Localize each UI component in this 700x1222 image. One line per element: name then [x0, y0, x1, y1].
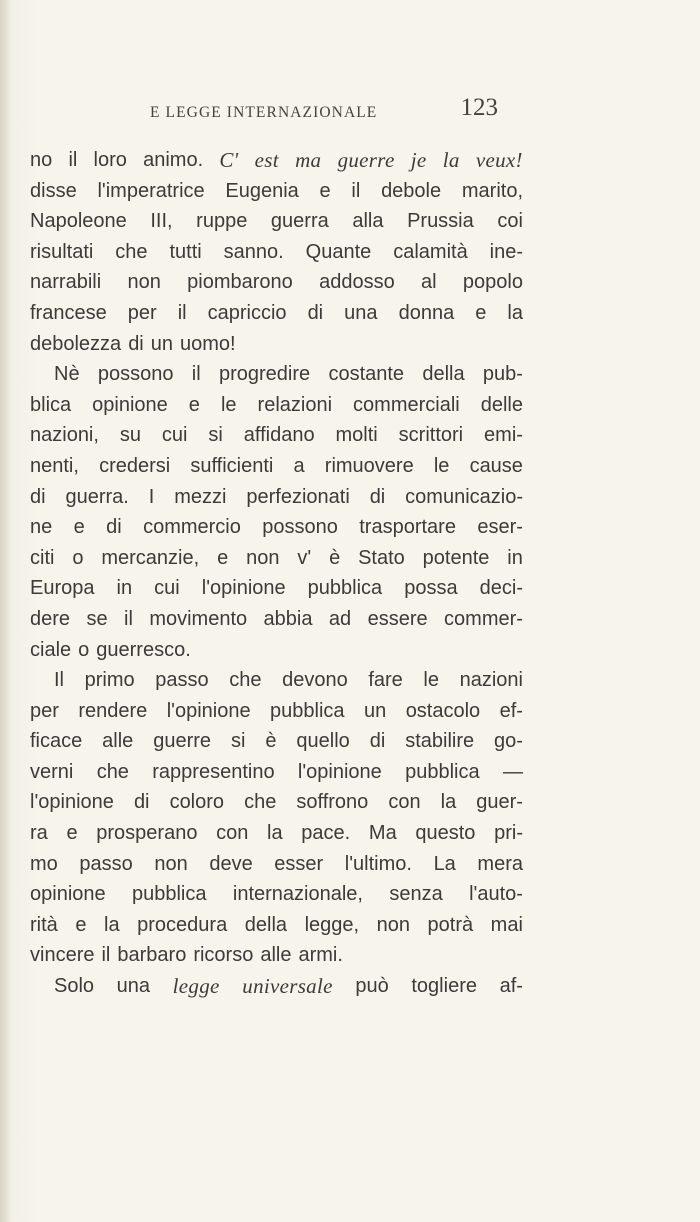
word: pub-	[482, 363, 523, 386]
word: che	[244, 791, 277, 814]
word: il	[351, 179, 361, 202]
word: costante	[328, 363, 405, 386]
word: cause	[469, 454, 523, 477]
word: progredire	[218, 363, 311, 386]
word: di	[30, 485, 46, 508]
word: la	[267, 822, 283, 845]
text-line	[30, 512, 523, 543]
word: I	[148, 485, 155, 508]
text-line	[30, 390, 523, 421]
word: scrittori	[398, 424, 464, 447]
word: in	[116, 577, 133, 600]
word: ad	[328, 607, 352, 630]
text-line	[30, 879, 523, 910]
word: tutti	[169, 240, 202, 263]
word: ostacolo	[405, 699, 481, 722]
word: mera	[477, 852, 523, 875]
italic-word: est	[254, 148, 279, 172]
word: blica	[30, 393, 72, 416]
text-line	[30, 206, 523, 237]
word: go-	[494, 730, 523, 753]
word: le	[220, 393, 237, 416]
word: possono	[262, 516, 338, 539]
text-line	[30, 451, 523, 482]
word: affidano	[243, 424, 315, 447]
word: mo	[30, 852, 58, 875]
word: un	[364, 699, 387, 722]
page-gutter-shadow	[0, 0, 10, 1222]
word: La	[433, 852, 456, 875]
word: commer-	[444, 607, 523, 630]
running-title: E LEGGE INTERNAZIONALE	[150, 104, 378, 121]
word: non	[246, 546, 280, 569]
italic-word: universale	[242, 974, 333, 999]
text-line	[30, 910, 523, 941]
word: e	[188, 393, 200, 416]
word: non	[376, 913, 410, 936]
italic-word: la	[442, 148, 460, 172]
word: di	[128, 332, 144, 355]
word: ine-	[489, 240, 523, 263]
word: di	[369, 485, 386, 508]
text-line	[30, 849, 523, 880]
word: francese	[30, 301, 107, 324]
word: Europa	[30, 577, 95, 600]
word: nazioni	[459, 669, 523, 692]
word: essere	[367, 607, 428, 630]
word: vincere	[30, 944, 95, 967]
word: l'opinione	[201, 577, 286, 600]
word: risultati	[30, 240, 94, 263]
word: marito,	[461, 179, 523, 202]
word: comunicazio-	[405, 485, 523, 508]
word: e	[217, 546, 229, 569]
text-line	[30, 604, 523, 635]
word: e	[319, 179, 331, 202]
word: rappresentino	[152, 760, 275, 783]
word: opinione	[92, 393, 168, 416]
word: della	[244, 913, 288, 936]
word: possono	[97, 363, 174, 386]
text-line	[30, 573, 523, 604]
word: barbaro	[117, 944, 187, 967]
word: v'	[297, 546, 312, 569]
word: pubblica	[132, 883, 207, 906]
word: guer-	[476, 791, 523, 814]
word: citi	[30, 546, 55, 569]
word: e	[66, 822, 78, 845]
word: il	[101, 944, 111, 967]
text-line	[30, 543, 523, 574]
word: l'imperatrice	[97, 179, 205, 202]
word: e	[75, 913, 87, 936]
word: debole	[381, 179, 442, 202]
word: Ma	[368, 822, 397, 845]
word: per	[127, 301, 157, 324]
italic-word: C'	[219, 148, 239, 172]
word: Il	[54, 669, 64, 692]
word: commerciali	[353, 393, 460, 416]
word: piombarono	[187, 271, 293, 294]
word: senza	[389, 883, 443, 906]
word: della	[422, 363, 465, 386]
text-line	[30, 757, 523, 788]
text-line	[30, 482, 523, 513]
word: che	[229, 669, 262, 692]
word: credersi	[99, 454, 171, 477]
word: al	[421, 271, 437, 294]
word: trasportare	[359, 516, 456, 539]
word: rendere	[78, 699, 148, 722]
word: il	[68, 149, 78, 171]
word: un	[150, 332, 174, 355]
word: l'auto-	[469, 883, 523, 906]
italic-word: veux!	[475, 148, 523, 172]
word: la	[104, 913, 120, 936]
word: guerra.	[65, 485, 129, 508]
word: con	[216, 822, 249, 845]
word: le	[423, 669, 439, 692]
word: guerre	[153, 730, 212, 753]
word: rimuovere	[324, 454, 414, 477]
word: cui	[161, 424, 188, 447]
text-line	[30, 359, 523, 390]
word: Nè	[54, 363, 80, 386]
italic-word: legge	[172, 974, 220, 999]
word: mezzi	[174, 485, 227, 508]
word: stabilire	[405, 730, 475, 753]
word: Eugenia	[225, 179, 299, 202]
word: delle	[480, 393, 523, 416]
word: relazioni	[257, 393, 333, 416]
word: l'opinione	[166, 699, 251, 722]
word: non	[127, 271, 161, 294]
word: cui	[154, 577, 180, 600]
word: —	[502, 760, 523, 783]
word: animo.	[143, 149, 204, 171]
italic-word: ma	[295, 148, 322, 172]
word: pubblica	[307, 577, 383, 600]
word: no	[30, 149, 53, 171]
word: rità	[30, 913, 58, 936]
word: ef-	[499, 699, 523, 722]
text-line	[30, 696, 523, 727]
text-line	[30, 237, 523, 268]
word: alle	[102, 730, 134, 753]
word: sanno.	[223, 240, 284, 263]
word: uomo!	[180, 332, 236, 355]
word: di	[307, 301, 324, 324]
word: deve	[209, 852, 253, 875]
text-line	[30, 145, 523, 176]
running-head	[150, 94, 500, 126]
word: la	[440, 791, 457, 814]
word: la	[507, 301, 523, 324]
italic-word: je	[410, 148, 427, 172]
word: armi.	[298, 944, 343, 967]
word: per	[30, 699, 59, 722]
word: coi	[497, 210, 523, 233]
word: esser	[274, 852, 324, 875]
text-line	[30, 420, 523, 451]
word: potente	[422, 546, 490, 569]
word: con	[388, 791, 421, 814]
word: eser-	[477, 516, 523, 539]
word: fare	[368, 669, 403, 692]
word: calamità	[393, 240, 468, 263]
page-number: 123	[460, 94, 498, 121]
text-line	[30, 940, 523, 971]
word: loro	[93, 149, 127, 171]
word: o	[78, 638, 90, 661]
word: popolo	[462, 271, 523, 294]
word: commercio	[143, 516, 241, 539]
word: guerresco.	[96, 638, 191, 661]
word: potrà	[427, 913, 474, 936]
word: pri-	[494, 822, 523, 845]
word: una	[344, 301, 378, 324]
word: abbia	[263, 607, 313, 630]
word: e	[73, 516, 85, 539]
word: donna	[398, 301, 455, 324]
word: togliere	[411, 975, 477, 998]
word: narrabili	[30, 271, 102, 294]
word: disse	[30, 179, 77, 202]
word: af-	[499, 975, 523, 998]
word: Prussia	[407, 210, 474, 233]
word: è	[329, 546, 341, 569]
word: l'opinione	[297, 760, 382, 783]
word: passo	[79, 852, 133, 875]
text-line	[30, 665, 523, 696]
word: o	[72, 546, 84, 569]
word: quello	[296, 730, 350, 753]
word: ra	[30, 822, 48, 845]
word: non	[154, 852, 188, 875]
text-line	[30, 267, 523, 298]
word: deci-	[479, 577, 523, 600]
word: movimento	[149, 607, 248, 630]
word: le	[433, 454, 450, 477]
word: ne	[30, 516, 53, 539]
word: questo	[415, 822, 476, 845]
word: è	[265, 730, 277, 753]
word: di	[369, 730, 386, 753]
word: internazionale,	[232, 883, 363, 906]
text-line	[30, 726, 523, 757]
word: perfezionati	[246, 485, 350, 508]
word: Solo	[54, 975, 95, 998]
text-line	[30, 971, 523, 1002]
word: primo	[84, 669, 135, 692]
word: e	[475, 301, 487, 324]
word: mercanzie,	[101, 546, 200, 569]
word: ficace	[30, 730, 83, 753]
word: III,	[150, 210, 173, 233]
word: in	[507, 546, 523, 569]
word: dere	[30, 607, 71, 630]
word: legge,	[304, 913, 360, 936]
word: nazioni,	[30, 424, 99, 447]
word: a	[293, 454, 305, 477]
word: il	[177, 301, 187, 324]
word: può	[355, 975, 389, 998]
word: che	[115, 240, 148, 263]
text-line	[30, 298, 523, 329]
word: il	[191, 363, 201, 386]
word: pubblica	[405, 760, 480, 783]
word: pace.	[301, 822, 351, 845]
word: nenti,	[30, 454, 79, 477]
word: se	[86, 607, 108, 630]
word: il	[124, 607, 133, 630]
word: molti	[335, 424, 378, 447]
word: su	[119, 424, 141, 447]
word: emi-	[484, 424, 523, 447]
word: sufficienti	[190, 454, 274, 477]
word: opinione	[30, 883, 106, 906]
italic-word: guerre	[337, 148, 395, 172]
word: alla	[352, 210, 384, 233]
word: possa	[404, 577, 458, 600]
text-line	[30, 787, 523, 818]
word: che	[96, 760, 129, 783]
word: si	[208, 424, 223, 447]
word: coloro	[169, 791, 225, 814]
word: Stato	[358, 546, 405, 569]
word: alle	[260, 944, 292, 967]
word: di	[106, 516, 122, 539]
word: devono	[282, 669, 348, 692]
word: soffrono	[296, 791, 369, 814]
word: l'opinione	[30, 791, 114, 814]
word: mai	[490, 913, 523, 936]
word: una	[116, 975, 151, 998]
text-line	[30, 635, 523, 666]
word: verni	[30, 760, 74, 783]
word: di	[133, 791, 150, 814]
word: debolezza	[30, 332, 122, 355]
text-line	[30, 818, 523, 849]
word: guerra	[270, 210, 329, 233]
word: capriccio	[207, 301, 287, 324]
word: ruppe	[196, 210, 248, 233]
word: ciale	[30, 638, 72, 661]
word: ricorso	[193, 944, 254, 967]
text-line	[30, 176, 523, 207]
word: prosperano	[96, 822, 198, 845]
word: pubblica	[270, 699, 345, 722]
body-text	[30, 145, 523, 1002]
word: si	[230, 730, 246, 753]
word: addosso	[319, 271, 395, 294]
text-line	[30, 329, 523, 360]
word: l'ultimo.	[344, 852, 412, 875]
word: procedura	[137, 913, 228, 936]
word: passo	[155, 669, 209, 692]
word: Napoleone	[30, 210, 127, 233]
word: Quante	[305, 240, 372, 263]
